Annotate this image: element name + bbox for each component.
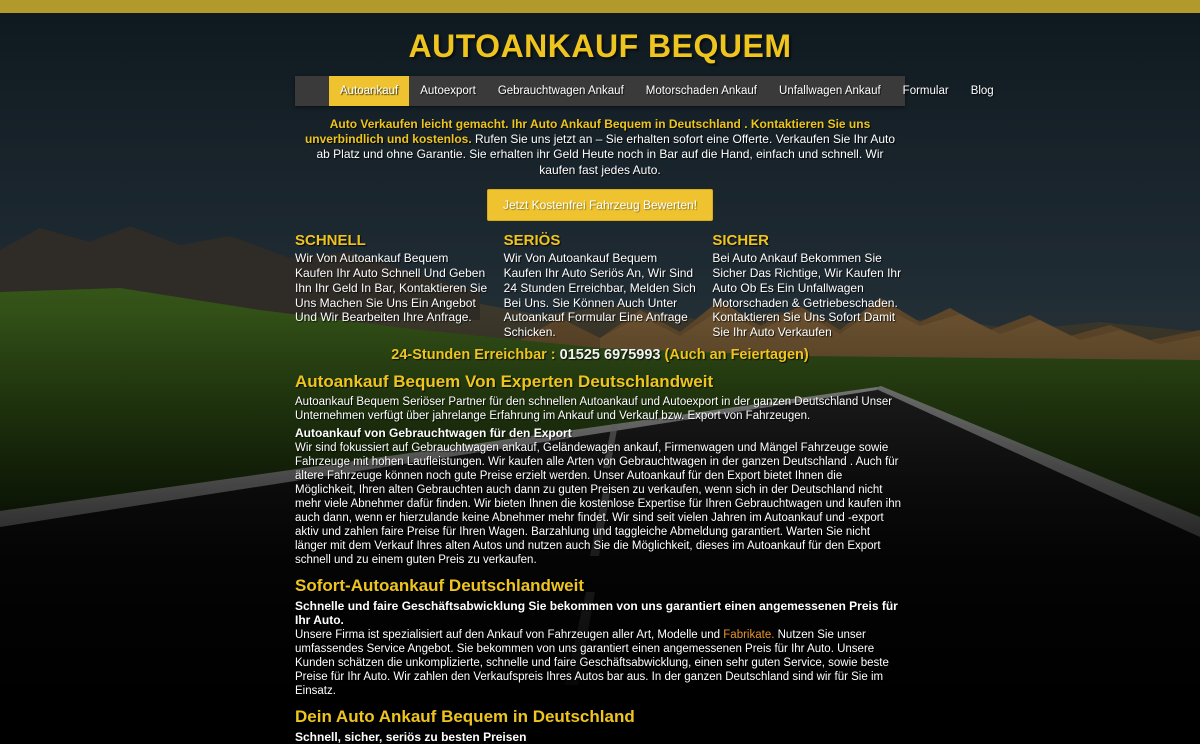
sofort-body-before-link: Unsere Firma ist spezialisiert auf den Ankauf von Fahrzeugen aller Art, Modelle und bbox=[295, 629, 724, 642]
experten-body: Wir sind fokussiert auf Gebrauchtwagen ankauf, Geländewagen ankauf, Firmenwagen und Mängel Fahrzeuge sowie Fahrzeuge mit hohen Laufleistungen. Wir kaufen alle Arten von Gebrauchtwagen in der ganzen Deutschland . Auch für ältere Fahrzeuge können noch gute Preise erzielt werden. Unser Autoankauf für den Export bietet Ihnen die Möglichkeit, Ihren alten Gebrauchten auch dann zu guten Preisen zu verkaufen, wenn sich in der Deutschland nicht mehr viele Abnehmer dafür finden. Wir bieten Ihnen die kostenlose Expertise für Ihren Gebrauchtwagen und kaufen ihn auch dann, wenn er hierzulande keine Abnehmer mehr findet. Wir sind seit vielen Jahren im Autoankauf und -export aktiv und zahlen faire Preise für Ihren Wagen. Barzahlung und taggleiche Abmeldung garantiert. Warten Sie nicht länger mit dem Verkauf Ihres alten Autos und nutzen auch Sie die Möglichkeit, dieses im Autoankauf für den Export schnell und zu einem guten Preis zu verkaufen. bbox=[295, 442, 902, 567]
feature-text: Wir Von Autoankauf Bequem Kaufen Ihr Auto Schnell Und Geben Ihn Ihr Geld In Bar, Kontaktieren Sie Uns Machen Sie Uns Ein Angebot Und Wir Bearbeiten Ihre Anfrage. bbox=[295, 250, 488, 325]
sofort-lead: Schnelle und faire Geschäftsabwicklung Sie bekommen von uns garantiert einen angemessenen Preis für Ihr Auto. bbox=[295, 599, 898, 628]
nav-item-motorschaden-ankauf[interactable]: Motorschaden Ankauf bbox=[645, 85, 758, 97]
feature-columns bbox=[295, 232, 905, 340]
feature-title: SERIÖS bbox=[503, 231, 561, 249]
hotline-suffix: (Auch an Feiertagen) bbox=[660, 347, 809, 364]
section-heading-sofort: Sofort-Autoankauf Deutschlandweit bbox=[295, 576, 585, 596]
site-title: AUTOANKAUF BEQUEM bbox=[408, 28, 792, 64]
nav-item-unfallwagen-ankauf[interactable]: Unfallwagen Ankauf bbox=[779, 85, 881, 97]
nav-item-gebrauchtwagen-ankauf[interactable]: Gebrauchtwagen Ankauf bbox=[497, 85, 624, 97]
nav-item-blog[interactable]: Blog bbox=[970, 85, 994, 97]
feature-text: Bei Auto Ankauf Bekommen Sie Sicher Das Richtige, Wir Kaufen Ihr Auto Ob Es Ein Unfallwagen Motorschaden & Getriebeschaden. Kontaktieren Sie Uns Sofort Damit Sie Ihr Auto Verkaufen bbox=[712, 250, 902, 340]
text-sections bbox=[295, 372, 905, 744]
intro-paragraph bbox=[300, 117, 900, 178]
feature-title: SCHNELL bbox=[295, 231, 366, 249]
nav-item-formular[interactable]: Formular bbox=[902, 85, 949, 97]
main-nav bbox=[295, 76, 994, 106]
fabrikate-link[interactable]: Fabrikate. bbox=[723, 629, 775, 642]
dein-subheading: Schnell, sicher, seriös zu besten Preisen bbox=[295, 730, 527, 744]
feature-sicher bbox=[712, 232, 905, 340]
nav-item-autoexport[interactable]: Autoexport bbox=[420, 85, 476, 97]
intro-text: Rufen Sie uns jetzt an – Sie erhalten sofort eine Offerte. Verkaufen Sie Ihr Auto ab Platz und ohne Garantie. Sie erhalten ihr Geld Heute noch in Bar auf die Hand, einfach und schnell. Wir kaufen fast jedes Auto. bbox=[316, 132, 896, 177]
nav-item-autoankauf[interactable]: Autoankauf bbox=[329, 76, 409, 106]
sofort-body-after-link: Nutzen Sie unser umfassendes Service Angebot. Sie bekommen von uns garantiert einen angemessenen Preis für Ihr Auto. Unsere Kunden schätzen die unkomplizierte, schnelle und faire Geschäftsabwicklung, einen sehr guten Service, sowie beste Preise für Ihr Auto. Wir zahlen den Verkaufspreis Ihres Autos bar aus. In der ganzen Deutschland sind wir für Sie im Einsatz. bbox=[295, 629, 889, 698]
intro-lead: Auto Verkaufen leicht gemacht. Ihr Auto Ankauf Bequem in Deutschland . Kontaktieren Sie uns unverbindlich und kostenlos. bbox=[304, 117, 871, 147]
page-content bbox=[295, 0, 994, 744]
section-heading-experten: Autoankauf Bequem Von Experten Deutschlandweit bbox=[295, 372, 714, 392]
cta-row bbox=[295, 189, 905, 221]
hotline-prefix: 24-Stunden Erreichbar : bbox=[391, 347, 560, 364]
cta-button[interactable]: Jetzt Kostenfrei Fahrzeug Bewerten! bbox=[487, 189, 713, 221]
hotline bbox=[295, 347, 905, 363]
feature-title: SICHER bbox=[712, 231, 770, 249]
experten-subheading: Autoankauf von Gebrauchtwagen für den Export bbox=[295, 426, 572, 441]
feature-serioes bbox=[504, 232, 697, 340]
feature-schnell bbox=[295, 232, 488, 340]
experten-intro: Autoankauf Bequem Seriöser Partner für den schnellen Autoankauf und Autoexport in der ganzen Deutschland Unser Unternehmen verfügt über jahrelange Erfahrung im Ankauf und Verkauf bzw. Export von Fahrzeugen. bbox=[295, 396, 893, 423]
sofort-body bbox=[295, 628, 905, 698]
feature-text: Wir Von Autoankauf Bequem Kaufen Ihr Auto Seriös An, Wir Sind 24 Stunden Erreichbar, Melden Sich Bei Uns. Sie Können Auch Unter Autoankauf Formular Eine Anfrage Schicken. bbox=[503, 250, 696, 340]
section-heading-dein: Dein Auto Ankauf Bequem in Deutschland bbox=[295, 707, 635, 727]
hotline-phone: 01525 6975993 bbox=[559, 347, 661, 364]
